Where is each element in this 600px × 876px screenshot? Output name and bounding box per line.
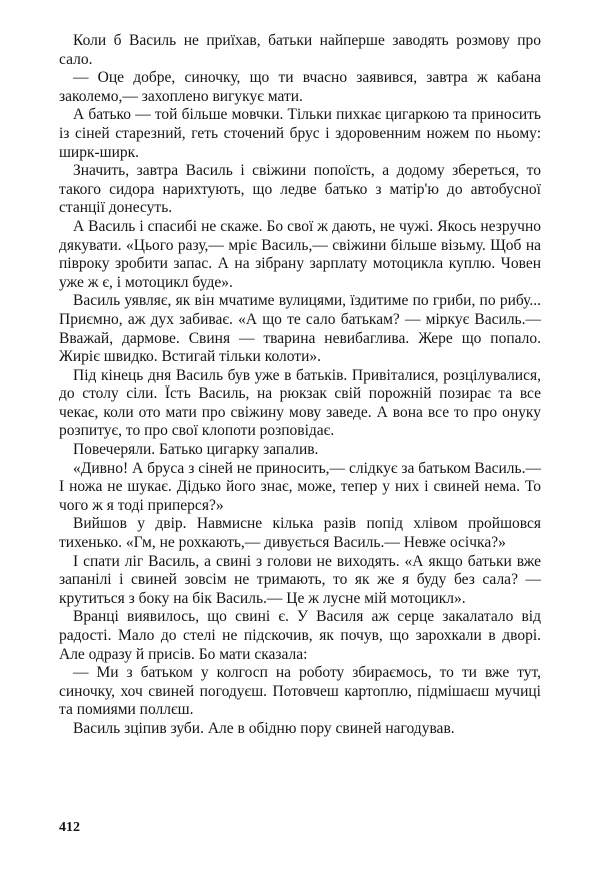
- paragraph: — Ми з батьком у колгосп на роботу збираємось, то ти вже тут, синочку, хоч свиней погодуєш. Потовчеш картоплю, підмішаєш мучиці та помиями поллєш.: [59, 664, 541, 719]
- paragraph: Коли б Василь не приїхав, батьки найперше заводять розмову про сало.: [59, 32, 541, 68]
- paragraph: Значить, завтра Василь і свіжини попоїсть, а додому збереться, то такого сидора нарихтують, що ледве батько з матір'ю до автобусної станції донесуть.: [59, 162, 541, 217]
- paragraph: Повечеряли. Батько цигарку запалив.: [73, 441, 319, 459]
- paragraph: — Оце добре, синочку, що ти вчасно заявився, завтра ж кабана заколемо,— захоплено вигукує мати.: [59, 69, 541, 105]
- paragraph: Вийшов у двір. Навмисне кілька разів попід хлівом пройшовся тихенько. «Гм, не рохкають,— дивується Василь.— Невже осічка?»: [59, 515, 541, 552]
- paragraph: Василь зціпив зуби. Але в обідню пору свиней нагодував.: [73, 719, 455, 737]
- paragraph: І спати ліг Василь, а свині з голови не виходять. «А якщо батьки вже запанілі і свиней зовсім не тримають, то як же я буду без сала? — крутиться з боку на бік Василь.— Це ж лусне мій мотоцикл».: [59, 552, 541, 607]
- page-number: 412: [59, 820, 80, 835]
- paragraph: Під кінець дня Василь був уже в батьків. Привіталися, розцілувалися, до столу сіли. Їсть Василь, на рюкзак свій порожній позирає та все чекає, коли ото мати про свіжину мову заведе. А вона все то про онуку розпитує, то про свої клопоти розповідає.: [59, 366, 541, 440]
- paragraph: Василь уявляє, як він мчатиме вулицями, їздитиме по гриби, по рибу... Приємно, аж дух забиває. «А що те сало батькам? — міркує Василь.— Вважай, дармове. Свиня — тварина невибаглива. Жере що попало. Жиріє швидко. Встигай тільки колоти».: [59, 292, 541, 366]
- paragraph: «Дивно! А бруса з сіней не приносить,— слідкує за батьком Василь.— І ножа не шукає. Дідько його знає, може, тепер у них і свиней нема. То чого ж я тоді приперся?»: [59, 459, 541, 514]
- story-text: [59, 32, 541, 739]
- paragraph: А батько — той більше мовчки. Тільки пихкає цигаркою та приносить із сіней старезний, геть сточений брус і здоровенним ножем по ньому: ширк-ширк.: [59, 106, 541, 161]
- paragraph: Вранці виявилось, що свині є. У Василя аж серце закалатало від радості. Мало до стелі не підскочив, як почув, що зарохкали в дворі. Але одразу й присів. Бо мати сказала:: [59, 608, 541, 663]
- paragraph: А Василь і спасибі не скаже. Бо свої ж дають, не чужі. Якось незручно дякувати. «Цього разу,— мріє Василь,— свіжини більше візьму. Щоб на півроку зробити запас. А на зібрану зарплату мотоцикла куплю. Човен уже ж є, і мотоцикл буде».: [59, 217, 541, 291]
